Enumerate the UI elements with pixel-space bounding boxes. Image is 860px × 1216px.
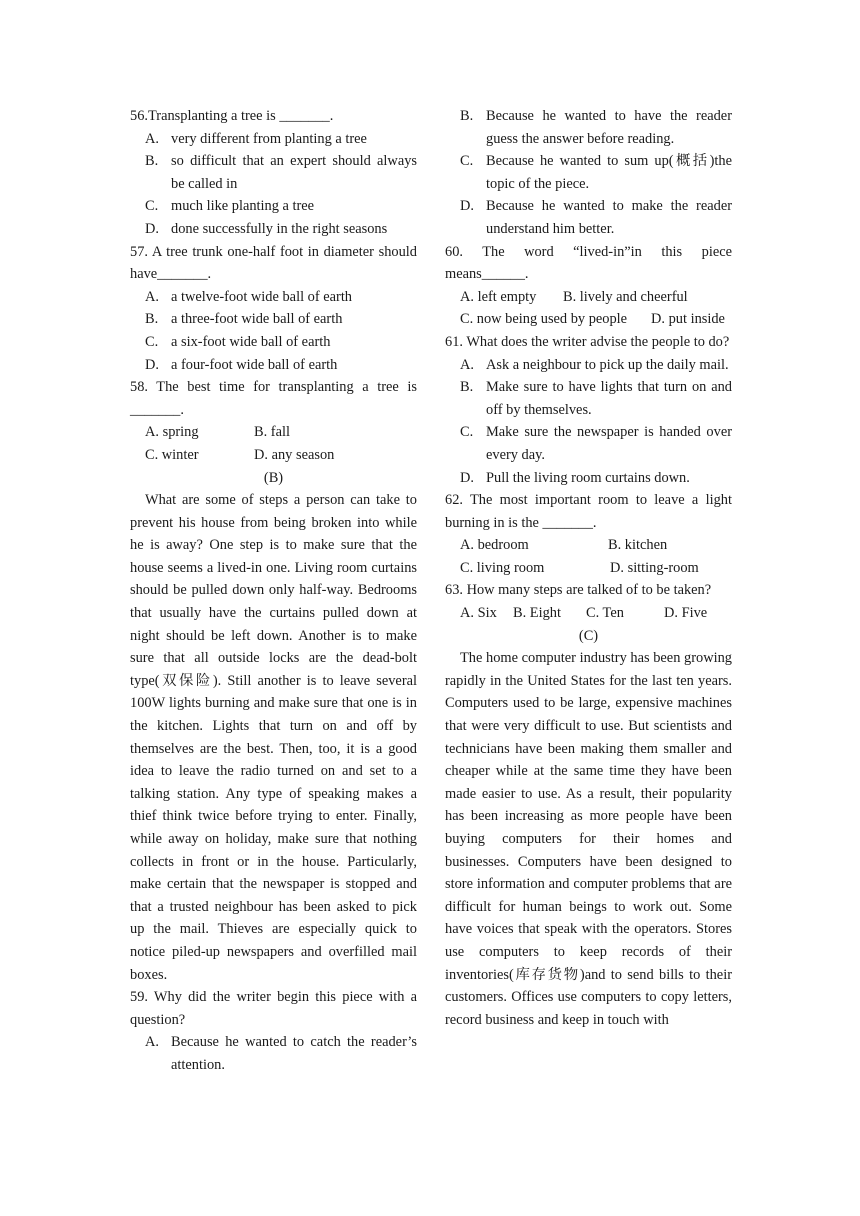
passage-b: What are some of steps a person can take to prevent his house from being broken into while he is away? One step is to make sure that the house seems a lived-in one. Living room curtains should be pulled down only half-way. Bedrooms that usually have the curtains pulled down at night should be left down. Another is to make sure that all outside locks are the dead-bolt type(双保险). Still another is to leave several 100W lights burning and make sure that one is in the kitchen. Lights that turn on and off by themselves are the best. Then, too, it is a good idea to leave the radio turned on and set to a talking station. Any type of speaking makes a thief think twice before trying to enter. Finally, while away on holiday, make sure that nothing collects in front or in the house. Particularly, make certain that the newspaper is stopped and that a trusted neighbour has been asked to pick up the mail. Thieves are especially quick to notice piled-up newspapers and overfilled mail boxes. bbox=[130, 492, 417, 983]
question-57-option-a bbox=[130, 286, 417, 309]
question-59-stem: 59. Why did the writer begin this piece with a question? bbox=[130, 989, 417, 1028]
question-60-stem: 60. The word “lived-in”in this piece means______. bbox=[445, 243, 732, 283]
question-59-option-c bbox=[445, 150, 732, 195]
question-57-stem: 57. A tree trunk one-half foot in diameter should have_______. bbox=[130, 243, 417, 283]
question-59-option-b bbox=[445, 105, 732, 150]
option-label: A. bbox=[145, 1034, 159, 1051]
option-text: Because he wanted to have the reader guess the answer before reading. bbox=[486, 108, 732, 147]
right-column bbox=[445, 105, 732, 1031]
option-text: a twelve-foot wide ball of earth bbox=[171, 288, 353, 305]
section-c-heading: (C) bbox=[578, 627, 599, 644]
left-column bbox=[130, 105, 417, 1077]
question-63-option-b: B. Eight bbox=[513, 605, 561, 622]
question-58-option-a: A. spring bbox=[145, 424, 199, 441]
option-label: C. bbox=[460, 424, 474, 441]
question-63-options-row bbox=[445, 602, 732, 625]
question-62-options-row-1 bbox=[445, 534, 732, 557]
passage-c: The home computer industry has been growing rapidly in the United States for the last ten years. Computers used to be large, expensive machines that were very difficult to use. But scientists and technicians have been making them smaller and cheaper while at the same time they have been made easier to use. As a result, their popularity has been increasing as more people have been buying computers for their homes and businesses. Computers have been designed to store information and computer problems that are difficult for human beings to work out. Some have voices that speak with the operators. Stores use computers to keep records of their inventories(库存货物)and to send bills to their customers. Offices use computers to copy letters, record business and keep in touch with bbox=[445, 650, 732, 1028]
option-text: a three-foot wide ball of earth bbox=[171, 311, 343, 328]
question-60-option-a: A. left empty bbox=[460, 288, 537, 305]
option-label: B. bbox=[145, 311, 159, 328]
option-label: C. bbox=[145, 198, 159, 215]
option-text: Make sure to have lights that turn on and off by themselves. bbox=[486, 379, 732, 418]
question-58-option-b: B. fall bbox=[254, 424, 290, 441]
option-text: so difficult that an expert should always be called in bbox=[171, 153, 417, 192]
option-label: D. bbox=[145, 356, 159, 373]
option-text: a four-foot wide ball of earth bbox=[171, 356, 338, 373]
option-text: a six-foot wide ball of earth bbox=[171, 333, 331, 350]
question-56-option-b bbox=[130, 150, 417, 195]
question-59-option-a bbox=[130, 1031, 417, 1076]
question-56-option-d bbox=[130, 218, 417, 241]
question-62-option-d: D. sitting-room bbox=[610, 559, 699, 576]
option-text: done successfully in the right seasons bbox=[171, 220, 388, 237]
option-text: much like planting a tree bbox=[171, 198, 315, 215]
option-text: very different from planting a tree bbox=[171, 130, 367, 147]
question-60-options-row-1 bbox=[445, 286, 732, 309]
question-58-stem: 58. The best time for transplanting a tree is _______. bbox=[130, 379, 417, 418]
question-63-stem: 63. How many steps are talked of to be taken? bbox=[445, 582, 712, 599]
question-57-option-c bbox=[130, 331, 417, 354]
option-label: B. bbox=[460, 379, 474, 396]
section-b-heading: (B) bbox=[263, 469, 284, 486]
option-label: B. bbox=[460, 108, 474, 124]
option-label: A. bbox=[460, 356, 474, 373]
question-60-options-row-2 bbox=[445, 308, 732, 331]
question-60-option-c: C. now being used by people bbox=[460, 311, 628, 328]
question-57-option-d bbox=[130, 354, 417, 377]
question-60-option-d: D. put inside bbox=[651, 311, 725, 328]
question-59-option-d bbox=[445, 195, 732, 240]
option-label: C. bbox=[460, 153, 474, 170]
question-62-stem: 62. The most important room to leave a light burning in is the _______. bbox=[445, 492, 732, 531]
question-58-option-d: D. any season bbox=[254, 446, 335, 463]
question-56-stem: 56.Transplanting a tree is _______. bbox=[130, 108, 334, 124]
question-62-options-row-2 bbox=[445, 557, 732, 580]
question-58-options-row-2 bbox=[130, 444, 417, 467]
option-label: D. bbox=[460, 469, 474, 486]
option-label: A. bbox=[145, 130, 159, 147]
option-label: C. bbox=[145, 333, 159, 350]
question-62-option-c: C. living room bbox=[460, 559, 545, 576]
question-62-option-a: A. bedroom bbox=[460, 537, 529, 554]
option-text: Make sure the newspaper is handed over every day. bbox=[486, 424, 732, 463]
question-61-option-b bbox=[445, 376, 732, 421]
question-61-option-c bbox=[445, 421, 732, 466]
option-text: Ask a neighbour to pick up the daily mail. bbox=[486, 356, 729, 373]
question-58-option-c: C. winter bbox=[145, 446, 199, 463]
option-text: Pull the living room curtains down. bbox=[486, 469, 690, 486]
question-58-options-row-1 bbox=[130, 421, 417, 444]
question-61-option-a bbox=[445, 354, 732, 377]
question-57-option-b bbox=[130, 308, 417, 331]
option-label: B. bbox=[145, 153, 159, 170]
question-63-option-c: C. Ten bbox=[586, 605, 624, 622]
question-63-option-a: A. Six bbox=[460, 605, 497, 622]
question-56-option-a bbox=[130, 128, 417, 151]
option-label: D. bbox=[460, 198, 474, 215]
option-text: Because he wanted to make the reader understand him better. bbox=[486, 198, 732, 237]
option-text: Because he wanted to sum up(概括)the topic of the piece. bbox=[486, 153, 732, 192]
question-62-option-b: B. kitchen bbox=[608, 537, 668, 554]
question-63-option-d: D. Five bbox=[664, 605, 708, 622]
question-61-stem: 61. What does the writer advise the people to do? bbox=[445, 333, 730, 350]
question-56-option-c bbox=[130, 195, 417, 218]
option-label: D. bbox=[145, 220, 159, 237]
option-text: Because he wanted to catch the reader’s attention. bbox=[171, 1034, 417, 1073]
question-61-option-d bbox=[445, 467, 732, 490]
option-label: A. bbox=[145, 288, 159, 305]
question-60-option-b: B. lively and cheerful bbox=[563, 288, 688, 305]
